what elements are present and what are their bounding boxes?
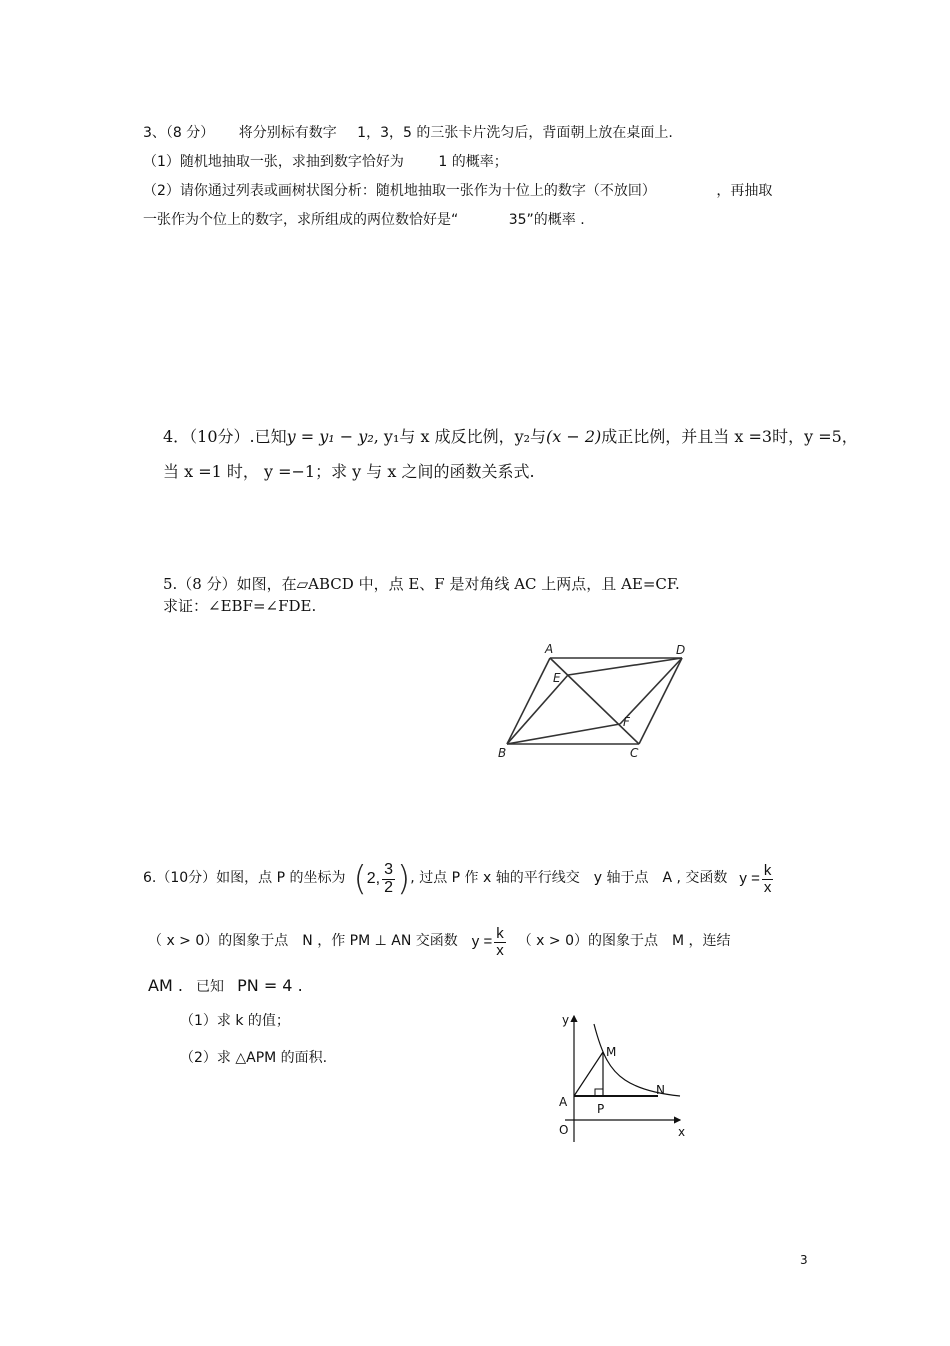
q3-line-1: 3、（8 分） 将分别标有数字 1，3，5 的三张卡片洗匀后，背面朝上放在桌面上. (143, 125, 673, 141)
q4-line-1: 4．（10分）.已知y = y₁ − y₂, y₁与 x 成反比例，y₂与(x − 2)成正比例，并且当 x =3时，y =5， (163, 427, 858, 446)
segment-bf (507, 724, 620, 744)
right-angle-mark (595, 1089, 603, 1096)
side-dc (639, 658, 682, 744)
segment-be (507, 675, 568, 744)
q3-line-2: （1）随机地抽取一张，求抽到数字恰好为 1 的概率； (143, 154, 508, 170)
q6-line-1: 6.（10分）如图，点 P 的坐标为 ( 2, $\frac{3}{2}$ ) , 过点 P 作 x 轴的平行线交 y 轴于点 A , 交函数 y = $\frac{k}{x}$ (143, 858, 772, 899)
graph-label-o: O (559, 1123, 569, 1137)
hyperbola-curve (594, 1024, 680, 1096)
label-b: B (498, 746, 507, 760)
graph-label-x: x (678, 1125, 686, 1139)
q4-line-2: 当 x =1 时， y =−1；求 y 与 x 之间的函数关系式. (163, 462, 535, 481)
graph-label-p: P (597, 1102, 605, 1116)
q5-line-1: 5.（8 分）如图，在▱ABCD 中，点 E、F 是对角线 AC 上两点，且 AE=CF. (163, 575, 680, 593)
page-number: 3 (800, 1253, 808, 1267)
graph-label-m: M (606, 1045, 617, 1059)
graph-label-n: N (656, 1083, 665, 1097)
function-graph-figure (550, 1010, 700, 1150)
graph-label-a: A (559, 1095, 568, 1109)
label-f: F (623, 715, 630, 729)
q4-equation-2: (x − 2) (546, 427, 602, 446)
fraction-k-over-x: $\frac{k}{x}$ (763, 861, 772, 896)
label-e: E (553, 671, 561, 685)
q6-line-2: （ x > 0）的图象于点 N ，作 PM ⊥ AN 交函数 y = $\frac{k}{x}$ （ x > 0）的图象于点 M ，连结 (148, 924, 731, 959)
q6-sub-2: （2）求 △APM 的面积. (180, 1050, 328, 1066)
point-p-coordinate: ( 2, $\frac{3}{2}$ ) (353, 858, 411, 899)
segment-de (568, 658, 682, 675)
label-d: D (676, 643, 686, 657)
fraction-three-halves: $\frac{3}{2}$ (384, 860, 394, 896)
parallelogram-figure (495, 640, 695, 770)
fraction-k-over-x-2: $\frac{k}{x}$ (496, 924, 504, 959)
q6-line-3: AM . 已知 PN = 4 . (148, 976, 303, 995)
graph-label-y: y (562, 1013, 570, 1027)
label-a: A (545, 642, 554, 656)
label-c: C (630, 746, 639, 760)
q3-number: 3、（8 分） (143, 125, 215, 141)
side-ab (507, 658, 550, 744)
q5-line-2: 求证：∠EBF=∠FDE. (163, 597, 317, 615)
q6-sub-1: （1）求 k 的值； (180, 1013, 290, 1029)
q3-line-4: 一张作为个位上的数字，求所组成的两位数恰好是“ 35”的概率 . (143, 212, 585, 228)
q3-line-3: （2）请你通过列表或画树状图分析：随机地抽取一张作为十位上的数字（不放回） ，再抽取 (143, 183, 773, 199)
q4-equation-1: y = y₁ − y₂ (286, 427, 374, 446)
